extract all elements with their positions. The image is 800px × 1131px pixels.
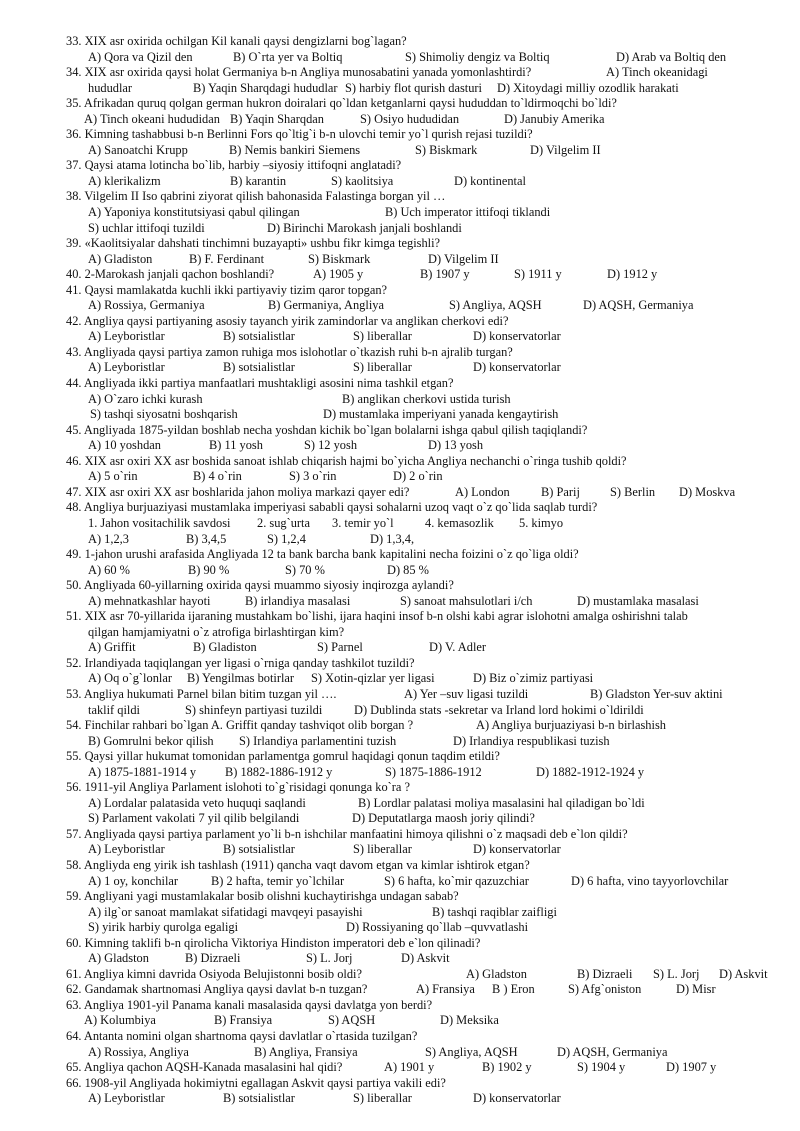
answer-option: B) sotsialistlar bbox=[223, 842, 295, 857]
document-line bbox=[0, 765, 800, 781]
answer-option: S) Shimoliy dengiz va Boltiq bbox=[405, 49, 550, 64]
question-text: 36. Kimning tashabbusi b-n Berlinni Fors qo`ltig`i b-n ulovchi temir yo`l qurish rejasi tuzildi? bbox=[66, 127, 533, 142]
answer-option: A) 1 oy, konchilar bbox=[88, 873, 179, 888]
document-line bbox=[0, 283, 800, 299]
answer-option: B) karantin bbox=[230, 173, 287, 188]
document-line bbox=[0, 1060, 800, 1076]
answer-option: D) 1907 y bbox=[666, 1060, 717, 1075]
question-text: 64. Antanta nomini olgan shartnoma qaysi davlatlar o`rtasida tuzilgan? bbox=[66, 1029, 418, 1043]
answer-option: A) 60 % bbox=[88, 562, 130, 577]
answer-option: D) konservatorlar bbox=[473, 1091, 561, 1106]
answer-option: B) Germaniya, Angliya bbox=[268, 298, 384, 313]
answer-option: D) Misr bbox=[676, 982, 716, 997]
document-line bbox=[0, 796, 800, 812]
answer-option: S) 3 o`rin bbox=[289, 469, 337, 484]
answer-option: B) F. Ferdinant bbox=[189, 251, 265, 266]
answer-option: A) ilg`or sanoat mamlakat sifatidagi mavqeyi pasayishi bbox=[88, 904, 363, 919]
answer-option: B) 90 % bbox=[188, 562, 230, 577]
document-line bbox=[0, 96, 800, 112]
answer-option: D) Biz o`zimiz partiyasi bbox=[473, 671, 594, 686]
document-line bbox=[0, 469, 800, 485]
question-text: 42. Angliya qaysi partiyaning asosiy tayanch yirik zamindorlar va anglikan cherkovi edi? bbox=[66, 313, 509, 328]
answer-option: B) Nemis bankiri Siemens bbox=[229, 142, 361, 157]
answer-option: D) Moskva bbox=[679, 484, 736, 499]
question-text: 45. Angliyada 1875-yildan boshlab necha yoshdan kichik bo`lgan bolalarni ishga qabul qilish taqiqlandi? bbox=[66, 422, 588, 437]
answer-option: B) Gomrulni bekor qilish bbox=[88, 733, 214, 748]
answer-option: D) Rossiyaning qo`llab –quvvatlashi bbox=[346, 920, 529, 935]
answer-option: taklif qildi bbox=[88, 702, 140, 717]
answer-option: S) Biskmark bbox=[415, 142, 478, 157]
test-questions-document bbox=[0, 34, 800, 1107]
question-text: 43. Angliyada qaysi partiya zamon ruhiga mos islohotlar o`tkazish ruhi b-n ajralib turgan? bbox=[66, 344, 513, 359]
answer-option: A) Leyboristlar bbox=[88, 1091, 165, 1106]
document-line bbox=[0, 998, 800, 1014]
answer-option: B) anglikan cherkovi ustida turish bbox=[342, 391, 511, 406]
answer-option: A) Kolumbiya bbox=[84, 1013, 156, 1028]
answer-option: S) Angliya, AQSH bbox=[425, 1044, 518, 1059]
document-line bbox=[0, 905, 800, 921]
document-line bbox=[0, 734, 800, 750]
document-line bbox=[0, 594, 800, 610]
document-line bbox=[0, 1076, 800, 1092]
answer-option: B) 1907 y bbox=[420, 267, 470, 282]
document-line bbox=[0, 236, 800, 252]
answer-option: D) Xitoydagi milliy ozodlik harakati bbox=[497, 80, 679, 95]
answer-option: D) Irlandiya respublikasi tuzish bbox=[453, 733, 610, 748]
answer-option: S) L. Jorj bbox=[306, 951, 353, 966]
answer-option: A) Griffit bbox=[88, 640, 136, 655]
document-line bbox=[0, 392, 800, 408]
answer-option: S) liberallar bbox=[353, 329, 412, 344]
answer-option: S) Angliya, AQSH bbox=[449, 298, 542, 313]
answer-option: S) 6 hafta, ko`mir qazuzchiar bbox=[384, 873, 529, 888]
question-text: 38. Vilgelim II Iso qabrini ziyorat qilish bahonasida Falastinga borgan yil … bbox=[66, 189, 446, 204]
question-text: 50. Angliyada 60-yillarning oxirida qaysi muammo siyosiy inqirozga aylandi? bbox=[66, 578, 454, 593]
question-text: 56. 1911-yil Angliya Parlament islohoti to`g`risidagi qonunga ko`ra ? bbox=[66, 780, 411, 795]
answer-option: B) Lordlar palatasi moliya masalasini hal qiladigan bo`ldi bbox=[358, 795, 645, 810]
document-line bbox=[0, 811, 800, 827]
answer-option: B) 4 o`rin bbox=[193, 469, 242, 484]
answer-option: A) klerikalizm bbox=[88, 173, 161, 188]
document-line bbox=[0, 50, 800, 66]
answer-option: B) Fransiya bbox=[214, 1013, 273, 1028]
answer-option: B) Yaqin Sharqdagi hududlar bbox=[193, 80, 338, 95]
answer-option: D) 13 yosh bbox=[428, 438, 484, 453]
question-text: 35. Afrikadan quruq qolgan german hukron doiralari qo`ldan ketganlarni qaysi hududdan to`ldirmoqchi bo`ldi? bbox=[66, 96, 617, 111]
document-line bbox=[0, 485, 800, 501]
answer-option: D) Meksika bbox=[440, 1013, 499, 1028]
answer-option: D) 2 o`rin bbox=[393, 469, 443, 484]
document-line bbox=[0, 1091, 800, 1107]
document-line bbox=[0, 267, 800, 283]
answer-option: S) Osiyo hududidan bbox=[360, 111, 460, 126]
answer-option: A) Yer –suv ligasi tuzildi bbox=[404, 686, 529, 701]
document-line bbox=[0, 749, 800, 765]
answer-option: D) 1912 y bbox=[607, 267, 658, 282]
answer-option: A) Gladston bbox=[466, 966, 527, 981]
answer-option: 3. temir yo`l bbox=[332, 515, 394, 530]
answer-option: D) Askvit bbox=[719, 966, 768, 981]
question-text: 52. Irlandiyada taqiqlangan yer ligasi o`rniga qanday tashkilot tuzildi? bbox=[66, 655, 415, 670]
question-text: 60. Kimning taklifi b-n qirolicha Viktoriya Hindiston imperatori deb e`lon qilinadi? bbox=[66, 935, 481, 950]
answer-option: B) Parij bbox=[541, 484, 580, 499]
question-text: 61. Angliya kimni davrida Osiyoda Belujistonni bosib oldi? bbox=[66, 966, 362, 981]
answer-option: A) Yaponiya konstitutsiyasi qabul qilingan bbox=[88, 205, 300, 220]
answer-option: S) shinfeyn partiyasi tuzildi bbox=[185, 702, 323, 717]
document-line bbox=[0, 189, 800, 205]
document-line bbox=[0, 112, 800, 128]
answer-option: D) Askvit bbox=[401, 951, 450, 966]
document-line bbox=[0, 438, 800, 454]
answer-option: A) Gladston bbox=[88, 951, 149, 966]
answer-option: D) kontinental bbox=[454, 173, 526, 188]
document-line bbox=[0, 1013, 800, 1029]
answer-option: 2. sug`urta bbox=[257, 515, 310, 530]
document-line bbox=[0, 127, 800, 143]
answer-option: S) kaolitsiya bbox=[331, 173, 394, 188]
answer-option: qilgan hamjamiyatni o`z atrofiga birlashtirgan kim? bbox=[88, 624, 345, 639]
answer-option: S) harbiy flot qurish dasturi bbox=[345, 80, 482, 95]
question-text: 46. XIX asr oxiri XX asr boshida sanoat ishlab chiqarish hajmi bo`yicha Angliya nechanchi o`ringa tushib qoldi? bbox=[66, 453, 627, 468]
document-line bbox=[0, 345, 800, 361]
question-text: 55. Qaysi yillar hukumat tomonidan parlamentga gomrul haqidagi qonun taqdim etildi? bbox=[66, 749, 500, 764]
document-line bbox=[0, 718, 800, 734]
answer-option: D) konservatorlar bbox=[473, 329, 561, 344]
answer-option: A) Angliya burjuaziyasi b-n birlashish bbox=[476, 718, 666, 733]
answer-option: B) 1902 y bbox=[482, 1060, 532, 1075]
answer-option: D) Deputatlarga maosh joriy qilindi? bbox=[352, 811, 535, 826]
document-line bbox=[0, 780, 800, 796]
document-line bbox=[0, 858, 800, 874]
document-line bbox=[0, 671, 800, 687]
document-line bbox=[0, 298, 800, 314]
answer-option: B) Uch imperator ittifoqi tiklandi bbox=[385, 205, 551, 220]
answer-option: B) Dizraeli bbox=[577, 966, 633, 981]
document-line bbox=[0, 454, 800, 470]
answer-option: B) tashqi raqiblar zaifligi bbox=[432, 904, 557, 919]
answer-option: S) Irlandiya parlamentini tuzish bbox=[239, 733, 397, 748]
document-line bbox=[0, 221, 800, 237]
answer-option: A) Leyboristlar bbox=[88, 329, 165, 344]
answer-option: D) Vilgelim II bbox=[530, 142, 601, 157]
document-line bbox=[0, 703, 800, 719]
answer-option: B) 3,4,5 bbox=[186, 531, 227, 546]
answer-option: S) AQSH bbox=[328, 1013, 376, 1028]
document-line bbox=[0, 143, 800, 159]
answer-option: S) Parnel bbox=[317, 640, 363, 655]
question-text: 65. Angliya qachon AQSH-Kanada masalasini hal qidi? bbox=[66, 1060, 343, 1075]
question-text: 58. Angliyda eng yirik ish tashlash (1911) qancha vaqt davom etgan va kimlar ishtirok etgan? bbox=[66, 857, 530, 872]
answer-option: A) 1905 y bbox=[313, 267, 364, 282]
answer-option: A) Sanoatchi Krupp bbox=[88, 142, 188, 157]
document-line bbox=[0, 842, 800, 858]
answer-option: D) 6 hafta, vino tayyorlovchilar bbox=[571, 873, 729, 888]
answer-option: D) Birinchi Marokash janjali boshlandi bbox=[267, 220, 462, 235]
document-line bbox=[0, 360, 800, 376]
answer-option: B) sotsialistlar bbox=[223, 329, 295, 344]
answer-option: D) 1,3,4, bbox=[370, 531, 415, 546]
answer-option: S) 1904 y bbox=[577, 1060, 626, 1075]
document-line bbox=[0, 889, 800, 905]
answer-option: A) Tinch okeani hududidan bbox=[84, 111, 220, 126]
answer-option: D) V. Adler bbox=[429, 640, 487, 655]
answer-option: D) 85 % bbox=[387, 562, 429, 577]
document-line bbox=[0, 920, 800, 936]
document-line bbox=[0, 609, 800, 625]
answer-option: D) mustamlaka imperiyani yanada kengaytirish bbox=[323, 407, 559, 422]
answer-option: B ) Eron bbox=[492, 982, 535, 997]
answer-option: S) L. Jorj bbox=[653, 966, 700, 981]
question-text: 54. Finchilar rahbari bo`lgan A. Griffit qanday tashviqot olib borgan ? bbox=[66, 718, 414, 733]
answer-option: A) London bbox=[455, 484, 510, 499]
answer-option: D) AQSH, Germaniya bbox=[583, 298, 694, 313]
answer-option: A) 10 yoshdan bbox=[88, 438, 161, 453]
answer-option: 4. kemasozlik bbox=[425, 515, 494, 530]
answer-option: A) Leyboristlar bbox=[88, 360, 165, 375]
answer-option: S) tashqi siyosatni boshqarish bbox=[90, 407, 238, 422]
question-text: 63. Angliya 1901-yil Panama kanali masalasida qaysi davlatga yon berdi? bbox=[66, 997, 433, 1012]
document-line bbox=[0, 34, 800, 50]
answer-option: B) Dizraeli bbox=[185, 951, 241, 966]
document-line bbox=[0, 407, 800, 423]
document-line bbox=[0, 936, 800, 952]
answer-option: A) O`zaro ichki kurash bbox=[88, 391, 203, 406]
answer-option: D) Dublinda stats -sekretar va Irland lord hokimi o`ldirildi bbox=[354, 702, 644, 717]
answer-option: D) konservatorlar bbox=[473, 842, 561, 857]
answer-option: S) Biskmark bbox=[308, 251, 371, 266]
answer-option: S) 70 % bbox=[285, 562, 325, 577]
answer-option: A) Lordalar palatasida veto huquqi saqlandi bbox=[88, 795, 306, 810]
answer-option: D) Vilgelim II bbox=[428, 251, 499, 266]
document-line bbox=[0, 516, 800, 532]
answer-option: S) Xotin-qizlar yer ligasi bbox=[311, 671, 435, 686]
question-text: 53. Angliya hukumati Parnel bilan bitim tuzgan yil …. bbox=[66, 686, 337, 701]
question-text: 47. XIX asr oxiri XX asr boshlarida jahon moliya markazi qayer edi? bbox=[66, 484, 410, 499]
document-line bbox=[0, 1045, 800, 1061]
document-line bbox=[0, 252, 800, 268]
question-text: 40. 2-Marokash janjali qachon boshlandi? bbox=[66, 267, 275, 282]
answer-option: S) 1911 y bbox=[514, 267, 562, 282]
answer-option: B) Angliya, Fransiya bbox=[254, 1044, 358, 1059]
document-line bbox=[0, 547, 800, 563]
document-line bbox=[0, 563, 800, 579]
question-text: 33. XIX asr oxirida ochilgan Kil kanali qaysi dengizlarni bog`lagan? bbox=[66, 34, 407, 48]
answer-option: B) 2 hafta, temir yo`lchilar bbox=[211, 873, 345, 888]
document-line bbox=[0, 500, 800, 516]
answer-option: B) irlandiya masalasi bbox=[245, 593, 351, 608]
document-line bbox=[0, 640, 800, 656]
answer-option: D) AQSH, Germaniya bbox=[557, 1044, 668, 1059]
answer-option: B) sotsialistlar bbox=[223, 1091, 295, 1106]
answer-option: A) mehnatkashlar hayoti bbox=[88, 593, 211, 608]
document-line bbox=[0, 174, 800, 190]
answer-option: S) Parlament vakolati 7 yil qilib belgilandi bbox=[88, 811, 300, 826]
answer-option: A) Rossiya, Angliya bbox=[88, 1044, 189, 1059]
document-line bbox=[0, 423, 800, 439]
question-text: 37. Qaysi atama lotincha bo`lib, harbiy –siyosiy ittifoqni anglatadi? bbox=[66, 158, 402, 173]
answer-option: S) yirik harbiy qurolga egaligi bbox=[88, 920, 239, 935]
answer-option: D) Janubiy Amerika bbox=[504, 111, 605, 126]
answer-option: A) Leyboristlar bbox=[88, 842, 165, 857]
question-text: 62. Gandamak shartnomasi Angliya qaysi davlat b-n tuzgan? bbox=[66, 982, 368, 997]
answer-option: S) Afg`oniston bbox=[568, 982, 642, 997]
document-line bbox=[0, 376, 800, 392]
answer-option: D) konservatorlar bbox=[473, 360, 561, 375]
document-line bbox=[0, 329, 800, 345]
question-text: 66. 1908-yil Angliyada hokimiytni egallagan Askvit qaysi partiya vakili edi? bbox=[66, 1075, 446, 1090]
document-line bbox=[0, 827, 800, 843]
question-text: 34. XIX asr oxirida qaysi holat Germaniya b-n Angliya munosabatini yanada yomonlashtirdi? bbox=[66, 65, 532, 80]
question-text: 51. XIX asr 70-yillarida ijaraning mustahkam bo`lishi, ijara haqini insof b-n olshi kabi agrar islohotni amalga oshirishni talab bbox=[66, 609, 688, 624]
answer-option: D) 1882-1912-1924 y bbox=[536, 764, 645, 779]
question-text: 59. Angliyani yagi mustamlakalar bosib olishni kuchaytirishga undagan sabab? bbox=[66, 889, 459, 904]
document-line bbox=[0, 158, 800, 174]
answer-option: hududlar bbox=[88, 80, 133, 95]
document-line bbox=[0, 625, 800, 641]
answer-option: A) 5 o`rin bbox=[88, 469, 138, 484]
answer-option: A) 1,2,3 bbox=[88, 531, 129, 546]
answer-option: A) Fransiya bbox=[416, 982, 475, 997]
document-line bbox=[0, 982, 800, 998]
answer-option: A) Tinch okeanidagi bbox=[606, 65, 708, 80]
answer-option: S) 12 yosh bbox=[304, 438, 358, 453]
answer-option: B) sotsialistlar bbox=[223, 360, 295, 375]
question-text: 57. Angliyada qaysi partiya parlament yo`li b-n ishchilar manfaatini himoya qilishni o`z maqsadi deb e`lon qildi? bbox=[66, 826, 628, 841]
answer-option: S) 1,2,4 bbox=[267, 531, 306, 546]
document-line bbox=[0, 532, 800, 548]
answer-option: A) Gladiston bbox=[88, 251, 153, 266]
answer-option: B) Yaqin Sharqdan bbox=[230, 111, 324, 126]
answer-option: S) 1875-1886-1912 bbox=[385, 764, 482, 779]
document-line bbox=[0, 967, 800, 983]
document-line bbox=[0, 687, 800, 703]
answer-option: B) Gladston Yer-suv aktini bbox=[590, 686, 723, 701]
answer-option: S) uchlar ittifoqi tuzildi bbox=[88, 220, 205, 235]
answer-option: S) liberallar bbox=[353, 360, 412, 375]
question-text: 41. Qaysi mamlakatda kuchli ikki partiyaviy tizim qaror topgan? bbox=[66, 282, 388, 297]
document-line bbox=[0, 1029, 800, 1045]
document-line bbox=[0, 81, 800, 97]
answer-option: A) Qora va Qizil den bbox=[88, 49, 193, 64]
document-line bbox=[0, 578, 800, 594]
answer-option: B) 1882-1886-1912 y bbox=[225, 764, 333, 779]
question-text: 1. Jahon vositachilik savdosi bbox=[88, 515, 231, 530]
answer-option: 5. kimyo bbox=[519, 515, 564, 530]
question-text: 39. «Kaolitsiyalar dahshati tinchimni buzayapti» ushbu fikr kimga tegishli? bbox=[66, 236, 441, 251]
question-text: 44. Angliyada ikki partiya manfaatlari mushtakligi asosini nima tashkil etgan? bbox=[66, 376, 454, 391]
answer-option: B) O`rta yer va Boltiq bbox=[233, 49, 343, 64]
answer-option: S) liberallar bbox=[353, 842, 412, 857]
document-line bbox=[0, 951, 800, 967]
answer-option: A) 1901 y bbox=[384, 1060, 435, 1075]
document-line bbox=[0, 314, 800, 330]
answer-option: A) Oq o`g`lonlar bbox=[88, 671, 172, 686]
document-line bbox=[0, 874, 800, 890]
question-text: 48. Angliya burjuaziyasi mustamlaka imperiyasi sababli qaysi sohalarni uzoq vaqt o`z qo`lida saqlab turdi? bbox=[66, 500, 598, 515]
question-text: 49. 1-jahon urushi arafasida Angliyada 12 ta bank barcha bank kapitalini necha foizini o`z qo`liga oldi? bbox=[66, 547, 579, 562]
answer-option: S) Berlin bbox=[610, 484, 656, 499]
answer-option: S) sanoat mahsulotlari i/ch bbox=[400, 593, 533, 608]
answer-option: A) Rossiya, Germaniya bbox=[88, 298, 205, 313]
document-line bbox=[0, 205, 800, 221]
answer-option: A) 1875-1881-1914 y bbox=[88, 764, 197, 779]
document-line bbox=[0, 65, 800, 81]
answer-option: B) 11 yosh bbox=[209, 438, 263, 453]
answer-option: B) Gladiston bbox=[193, 640, 257, 655]
answer-option: D) Arab va Boltiq den bbox=[616, 49, 727, 64]
answer-option: D) mustamlaka masalasi bbox=[577, 593, 699, 608]
answer-option: S) liberallar bbox=[353, 1091, 412, 1106]
answer-option: B) Yengilmas botirlar bbox=[187, 671, 295, 686]
document-line bbox=[0, 656, 800, 672]
